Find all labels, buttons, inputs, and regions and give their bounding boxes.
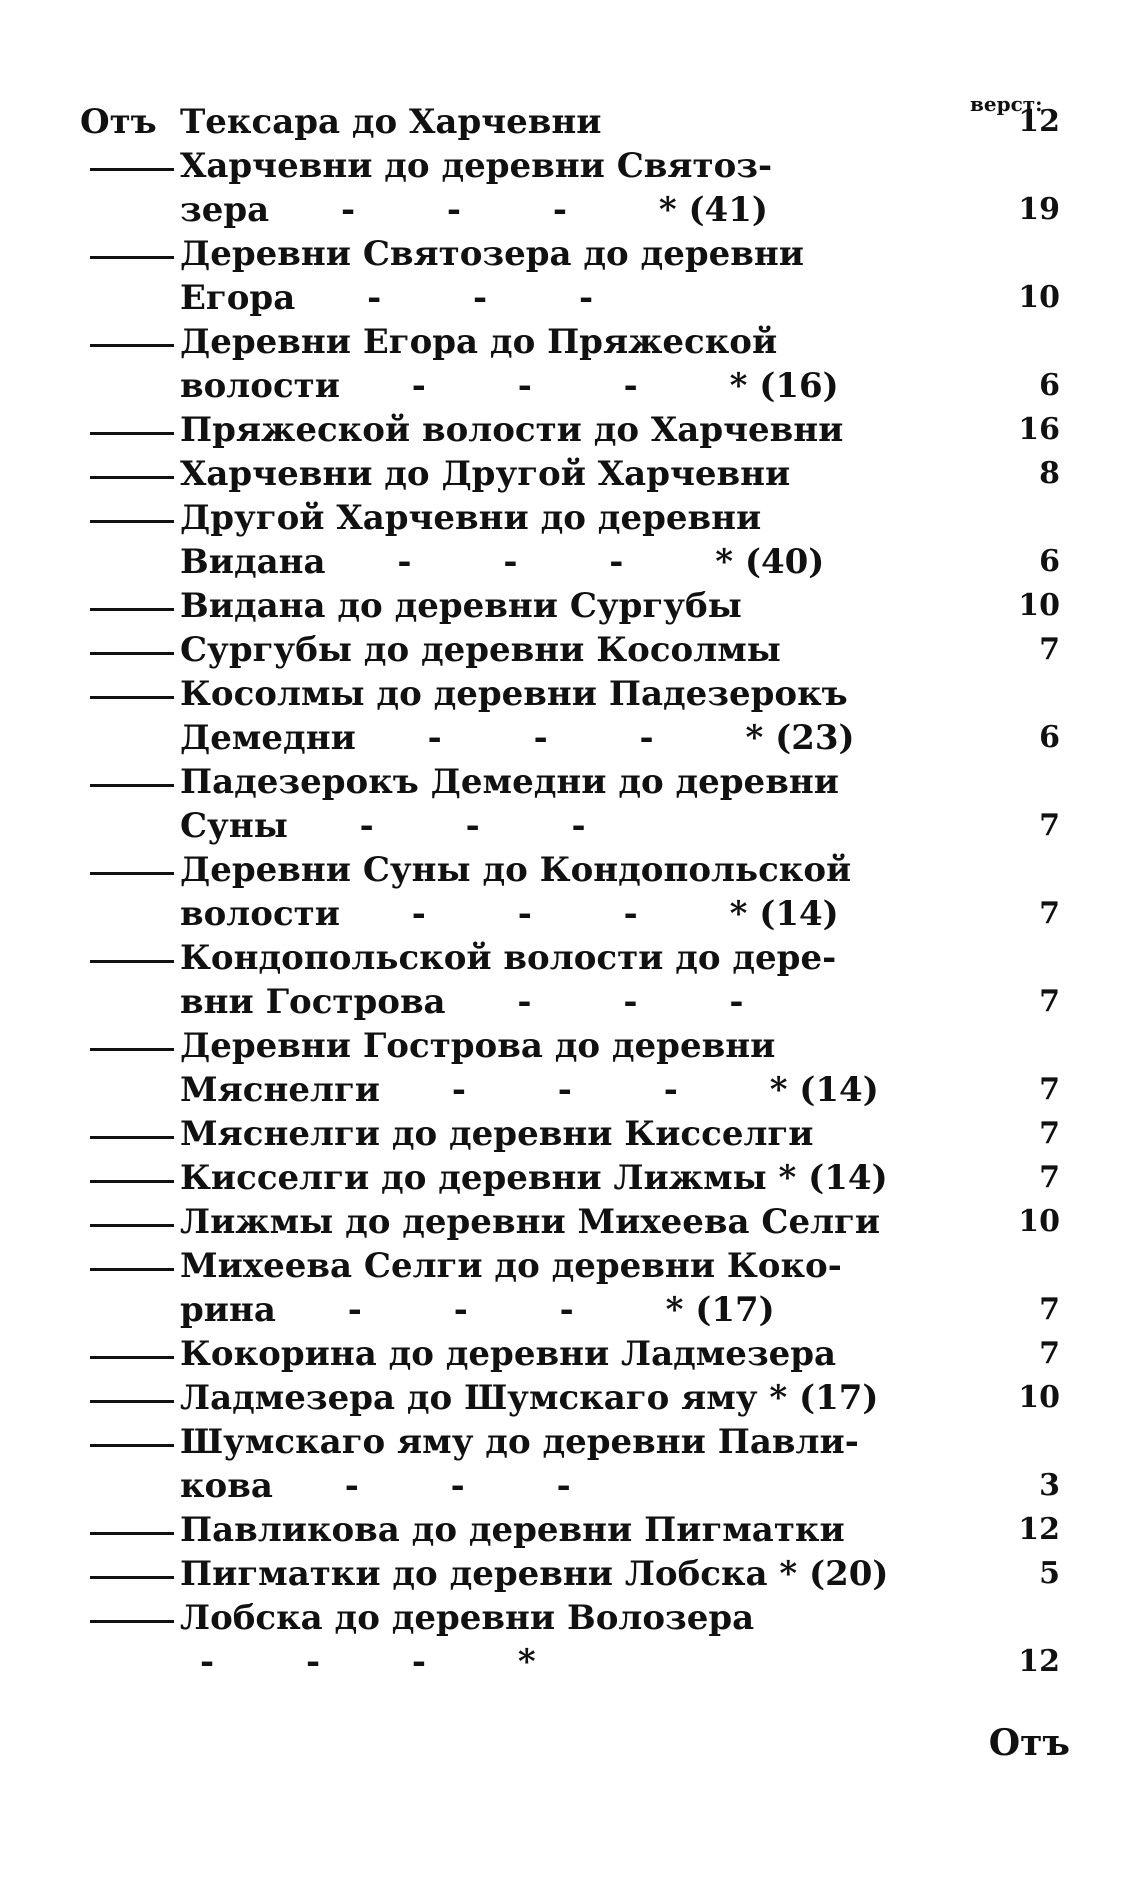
verst-count: 12 bbox=[1018, 1512, 1060, 1547]
ditto-dash bbox=[80, 320, 180, 364]
route-line-1: Сургубы до деревни Косолмы bbox=[180, 630, 781, 670]
ditto-dash bbox=[80, 1200, 180, 1244]
leader-dashes: - - - bbox=[315, 278, 634, 318]
route-text bbox=[180, 1420, 980, 1508]
route-line-2-text: вни Гострова bbox=[180, 982, 446, 1022]
route-line-1: Харчевни до деревни Святоз- bbox=[180, 146, 773, 186]
route-text bbox=[180, 628, 980, 672]
route-row bbox=[80, 1376, 1060, 1420]
route-row bbox=[80, 144, 1060, 232]
route-text bbox=[180, 760, 980, 848]
route-text bbox=[180, 848, 980, 936]
ditto-dash bbox=[80, 628, 180, 672]
route-line-2 bbox=[180, 1068, 980, 1112]
route-row bbox=[80, 100, 1060, 144]
row-lead-word bbox=[80, 100, 180, 144]
route-text bbox=[180, 408, 980, 452]
verst-count: 7 bbox=[1039, 1160, 1060, 1195]
route-line-2-text: Суны bbox=[180, 806, 288, 846]
route-row bbox=[80, 408, 1060, 452]
route-line-2 bbox=[180, 892, 980, 936]
route-line-2-text: кова bbox=[180, 1466, 273, 1506]
ditto-dash bbox=[80, 936, 180, 980]
route-line-2 bbox=[180, 188, 980, 232]
verst-count: 7 bbox=[1039, 1336, 1060, 1371]
route-text bbox=[180, 1596, 980, 1684]
route-text bbox=[180, 1156, 980, 1200]
leader-dashes: - - - bbox=[375, 718, 746, 758]
station-mark: * (14) bbox=[769, 1070, 879, 1110]
leader-dashes: - - - bbox=[359, 366, 730, 406]
route-text bbox=[180, 1508, 980, 1552]
route-line-2 bbox=[180, 540, 980, 584]
verst-count: 7 bbox=[1039, 896, 1060, 931]
route-line-2 bbox=[180, 980, 980, 1024]
ditto-dash bbox=[80, 1420, 180, 1464]
lead-text: Отъ bbox=[80, 102, 157, 142]
ditto-dash bbox=[80, 672, 180, 716]
route-line-1: Другой Харчевни до деревни bbox=[180, 498, 762, 538]
route-row bbox=[80, 1420, 1060, 1508]
leader-dashes: - - - bbox=[465, 982, 784, 1022]
route-line-2-text: зера bbox=[180, 190, 270, 230]
catchword: Отъ bbox=[988, 1722, 1070, 1764]
route-text bbox=[180, 1112, 980, 1156]
leader-dashes: - - - bbox=[200, 1642, 518, 1682]
verst-count: 19 bbox=[1018, 192, 1060, 227]
route-row bbox=[80, 936, 1060, 1024]
route-text bbox=[180, 1376, 980, 1420]
leader-dashes: - - - bbox=[359, 894, 730, 934]
route-line-2-text: рина bbox=[180, 1290, 276, 1330]
route-line-2 bbox=[180, 716, 980, 760]
column-header: верст: bbox=[970, 92, 1043, 116]
route-text bbox=[180, 232, 980, 320]
route-row bbox=[80, 848, 1060, 936]
ditto-dash bbox=[80, 1508, 180, 1552]
route-row bbox=[80, 1508, 1060, 1552]
route-line-1: Падезерокъ Демедни до деревни bbox=[180, 762, 839, 802]
route-row bbox=[80, 1200, 1060, 1244]
route-row bbox=[80, 1596, 1060, 1684]
station-mark: * (14) bbox=[729, 894, 839, 934]
route-text bbox=[180, 672, 980, 760]
leader-dashes: - - - bbox=[292, 1466, 611, 1506]
route-line-2 bbox=[180, 804, 980, 848]
leader-dashes: - - - bbox=[295, 1290, 666, 1330]
route-line-1: Харчевни до Другой Харчевни bbox=[180, 454, 791, 494]
verst-count: 5 bbox=[1039, 1556, 1060, 1591]
verst-count: 10 bbox=[1018, 1204, 1060, 1239]
verst-count: 3 bbox=[1039, 1468, 1060, 1503]
station-mark: * (16) bbox=[729, 366, 839, 406]
route-line-2-text: волости bbox=[180, 894, 340, 934]
ditto-dash bbox=[80, 848, 180, 892]
route-text bbox=[180, 1332, 980, 1376]
route-row bbox=[80, 452, 1060, 496]
ditto-dash bbox=[80, 1332, 180, 1376]
route-line-1: Косолмы до деревни Падезерокъ bbox=[180, 674, 848, 714]
route-row bbox=[80, 1156, 1060, 1200]
route-row bbox=[80, 320, 1060, 408]
route-line-1: Видана до деревни Сургубы bbox=[180, 586, 742, 626]
leader-dashes: - - - bbox=[345, 542, 716, 582]
verst-count: 7 bbox=[1039, 1292, 1060, 1327]
station-mark: * (41) bbox=[658, 190, 768, 230]
route-line-2 bbox=[180, 1464, 980, 1508]
verst-count: 8 bbox=[1039, 456, 1060, 491]
leader-dashes: - - - bbox=[400, 1070, 770, 1110]
route-text bbox=[180, 100, 980, 144]
route-row bbox=[80, 496, 1060, 584]
route-line-2-text: Демедни bbox=[180, 718, 356, 758]
route-row bbox=[80, 584, 1060, 628]
route-line-1: Ладмезера до Шумскаго яму * (17) bbox=[180, 1378, 879, 1418]
route-text bbox=[180, 144, 980, 232]
route-line-1: Михеева Селги до деревни Коко- bbox=[180, 1246, 842, 1286]
verst-count: 7 bbox=[1039, 808, 1060, 843]
ditto-dash bbox=[80, 496, 180, 540]
route-text bbox=[180, 496, 980, 584]
verst-count: 10 bbox=[1018, 1380, 1060, 1415]
ditto-dash bbox=[80, 408, 180, 452]
route-line-2 bbox=[180, 1640, 980, 1684]
route-line-1: Мяснелги до деревни Кисселги bbox=[180, 1114, 814, 1154]
route-row bbox=[80, 1244, 1060, 1332]
ditto-dash bbox=[80, 1024, 180, 1068]
route-line-2-text: Видана bbox=[180, 542, 326, 582]
route-line-1: Шумскаго яму до деревни Павли- bbox=[180, 1422, 859, 1462]
route-row bbox=[80, 1552, 1060, 1596]
route-line-1: Кисселги до деревни Лижмы * (14) bbox=[180, 1158, 888, 1198]
route-line-1: Кондопольской волости до дере- bbox=[180, 938, 837, 978]
route-table bbox=[80, 100, 1060, 1684]
verst-count: 16 bbox=[1018, 412, 1060, 447]
leader-dashes: - - - bbox=[307, 806, 626, 846]
route-row bbox=[80, 1024, 1060, 1112]
verst-count: 7 bbox=[1039, 984, 1060, 1019]
route-line-1: Деревни Святозера до деревни bbox=[180, 234, 804, 274]
ditto-dash bbox=[80, 1244, 180, 1288]
route-row bbox=[80, 232, 1060, 320]
route-line-2 bbox=[180, 276, 980, 320]
verst-count: 6 bbox=[1039, 368, 1060, 403]
route-line-1: Пигматки до деревни Лобска * (20) bbox=[180, 1554, 889, 1594]
station-mark: * (23) bbox=[745, 718, 855, 758]
route-row bbox=[80, 760, 1060, 848]
route-line-2 bbox=[180, 1288, 980, 1332]
route-line-1: Павликова до деревни Пигматки bbox=[180, 1510, 845, 1550]
route-row bbox=[80, 1332, 1060, 1376]
verst-count: 7 bbox=[1039, 1072, 1060, 1107]
route-line-1: Лобска до деревни Волозера bbox=[180, 1598, 755, 1638]
route-line-2-text: Мяснелги bbox=[180, 1070, 380, 1110]
route-text bbox=[180, 584, 980, 628]
ditto-dash bbox=[80, 452, 180, 496]
ditto-dash bbox=[80, 584, 180, 628]
ditto-dash bbox=[80, 144, 180, 188]
verst-count: 12 bbox=[1018, 104, 1060, 139]
verst-count: 6 bbox=[1039, 720, 1060, 755]
route-text bbox=[180, 1244, 980, 1332]
station-mark: * (17) bbox=[665, 1290, 775, 1330]
route-line-1: Лижмы до деревни Михеева Селги bbox=[180, 1202, 881, 1242]
station-mark: * bbox=[517, 1642, 536, 1682]
ditto-dash bbox=[80, 1376, 180, 1420]
verst-count: 7 bbox=[1039, 1116, 1060, 1151]
route-line-1: Тексара до Харчевни bbox=[180, 102, 602, 142]
route-text bbox=[180, 936, 980, 1024]
route-line-1: Кокорина до деревни Ладмезера bbox=[180, 1334, 837, 1374]
route-line-2-text: волости bbox=[180, 366, 340, 406]
route-text bbox=[180, 1024, 980, 1112]
route-text bbox=[180, 1552, 980, 1596]
verst-count: 10 bbox=[1018, 280, 1060, 315]
ditto-dash bbox=[80, 232, 180, 276]
ditto-dash bbox=[80, 1552, 180, 1596]
leader-dashes: - - - bbox=[289, 190, 659, 230]
ditto-dash bbox=[80, 1596, 180, 1640]
station-mark: * (40) bbox=[715, 542, 825, 582]
ditto-dash bbox=[80, 1156, 180, 1200]
route-line-1: Деревни Суны до Кондопольской bbox=[180, 850, 852, 890]
route-line-1: Пряжеской волости до Харчевни bbox=[180, 410, 844, 450]
route-line-2 bbox=[180, 364, 980, 408]
verst-count: 7 bbox=[1039, 632, 1060, 667]
route-text bbox=[180, 452, 980, 496]
ditto-dash bbox=[80, 760, 180, 804]
route-line-2-text: Егора bbox=[180, 278, 296, 318]
route-text bbox=[180, 1200, 980, 1244]
route-row bbox=[80, 672, 1060, 760]
route-row bbox=[80, 628, 1060, 672]
route-line-1: Деревни Гострова до деревни bbox=[180, 1026, 776, 1066]
route-row bbox=[80, 1112, 1060, 1156]
route-text bbox=[180, 320, 980, 408]
verst-count: 10 bbox=[1018, 588, 1060, 623]
verst-count: 6 bbox=[1039, 544, 1060, 579]
ditto-dash bbox=[80, 1112, 180, 1156]
route-line-1: Деревни Егора до Пряжеской bbox=[180, 322, 778, 362]
verst-count: 12 bbox=[1018, 1644, 1060, 1679]
